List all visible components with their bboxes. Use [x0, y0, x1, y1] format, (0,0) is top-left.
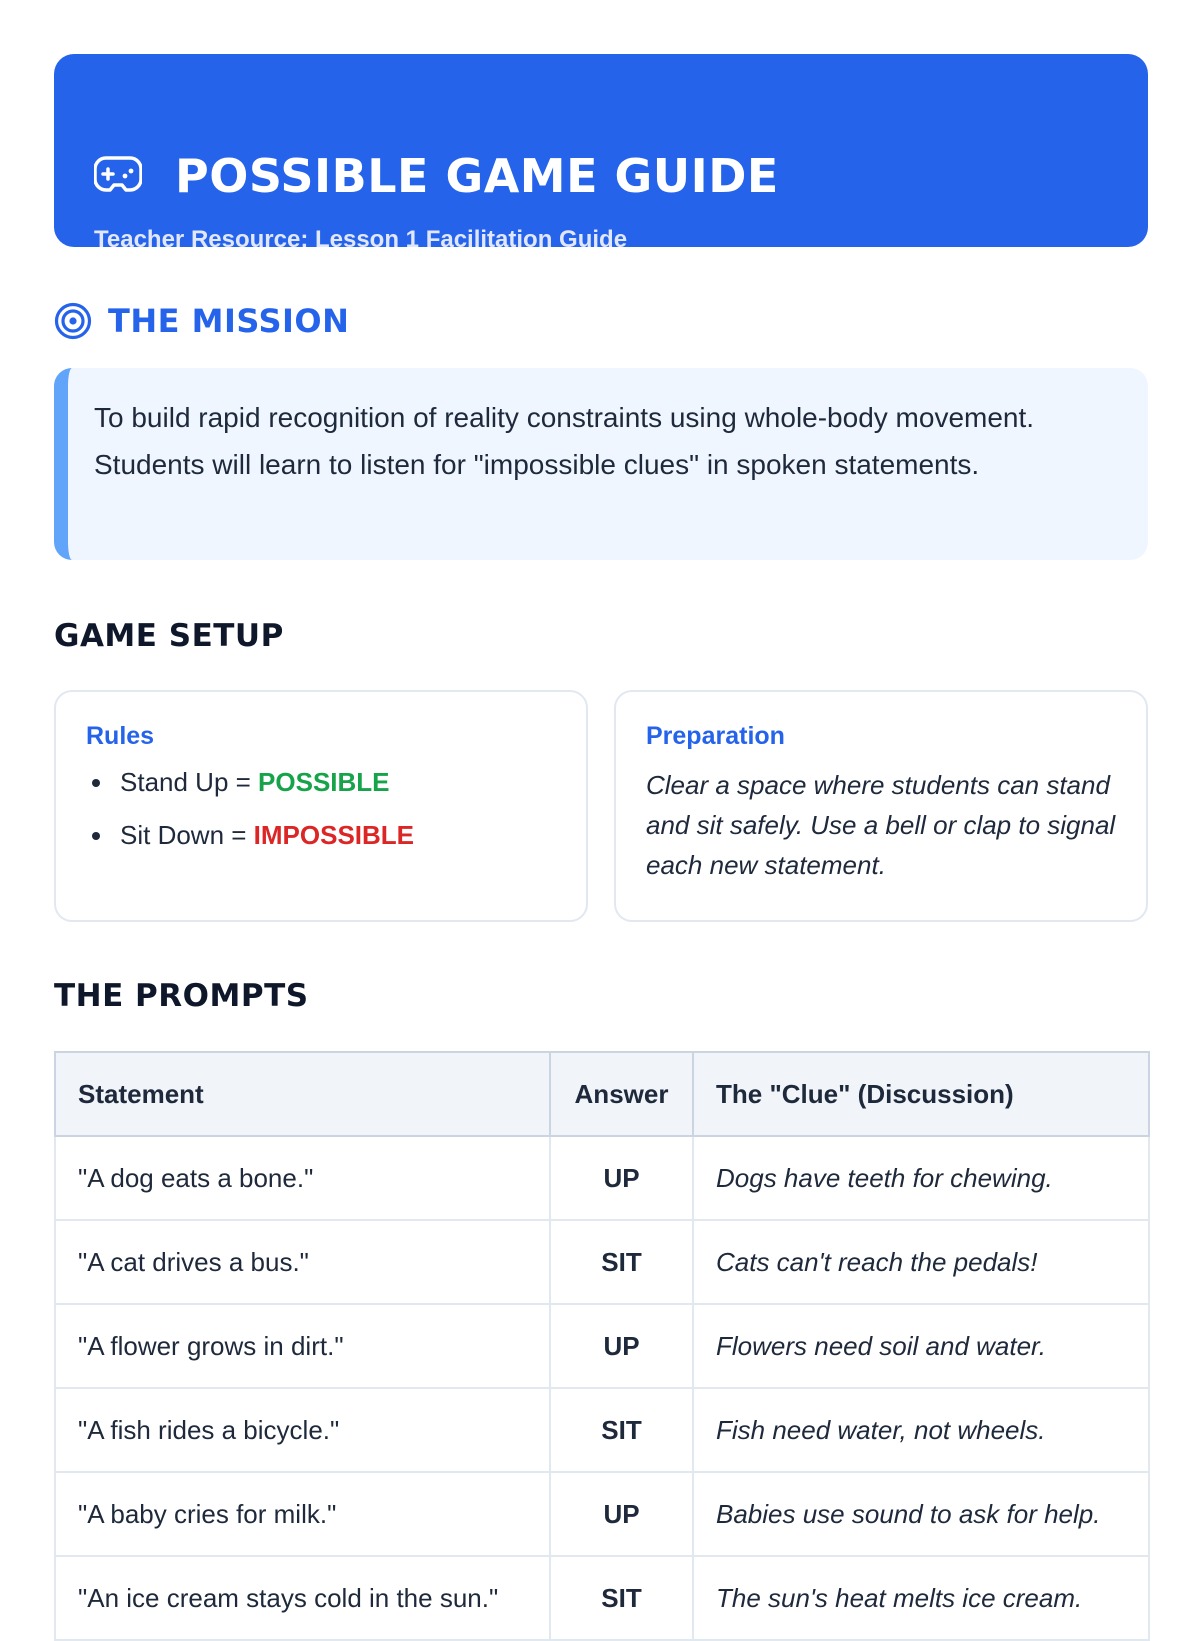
table-row: [55, 1556, 1149, 1640]
rule-prefix: Stand Up =: [120, 767, 259, 797]
statement-cell: "A flower grows in dirt.": [55, 1304, 550, 1388]
rules-list: [86, 765, 558, 852]
table-row: [55, 1220, 1149, 1304]
clue-cell: Babies use sound to ask for help.: [693, 1472, 1149, 1556]
statement-cell: "A fish rides a bicycle.": [55, 1388, 550, 1472]
rules-card: [54, 690, 588, 922]
table-header-row: [55, 1052, 1149, 1136]
table-row: [55, 1472, 1149, 1556]
prompts-table: [54, 1051, 1150, 1641]
mission-text: To build rapid recognition of reality constraints using whole-body movement. Students will learn to listen for "impossible clues" in spoken statements.: [94, 402, 1035, 480]
column-header-answer: Answer: [550, 1052, 693, 1136]
rule-value-possible: POSSIBLE: [258, 767, 390, 797]
preparation-text: Clear a space where students can stand and sit safely. Use a bell or clap to signal each new statement.: [646, 770, 1116, 880]
rules-card-title: Rules: [86, 722, 155, 750]
preparation-card: [614, 690, 1148, 922]
page-title: POSSIBLE GAME GUIDE: [175, 149, 779, 203]
preparation-card-title: Preparation: [646, 722, 785, 750]
column-header-statement: Statement: [55, 1052, 550, 1136]
clue-cell: Flowers need soil and water.: [693, 1304, 1149, 1388]
answer-cell: UP: [550, 1304, 693, 1388]
statement-cell: "A dog eats a bone.": [55, 1136, 550, 1220]
rule-item-impossible: [86, 818, 558, 852]
clue-cell: Cats can't reach the pedals!: [693, 1220, 1149, 1304]
table-row: [55, 1136, 1149, 1220]
mission-heading: [54, 302, 349, 340]
answer-cell: SIT: [550, 1388, 693, 1472]
table-row: [55, 1304, 1149, 1388]
bullet-icon: [92, 779, 100, 787]
statement-cell: "An ice cream stays cold in the sun.": [55, 1556, 550, 1640]
setup-heading: GAME SETUP: [54, 618, 284, 654]
bullet-icon: [92, 832, 100, 840]
prompts-heading: THE PROMPTS: [54, 978, 309, 1014]
statement-cell: "A cat drives a bus.": [55, 1220, 550, 1304]
rule-value-impossible: IMPOSSIBLE: [253, 820, 415, 850]
mission-title: THE MISSION: [108, 302, 350, 340]
clue-cell: Dogs have teeth for chewing.: [693, 1136, 1149, 1220]
mission-callout: [54, 368, 1148, 560]
answer-cell: SIT: [550, 1220, 693, 1304]
rule-prefix: Sit Down =: [120, 820, 254, 850]
rule-item-possible: [86, 765, 558, 799]
table-row: [55, 1388, 1149, 1472]
answer-cell: SIT: [550, 1556, 693, 1640]
page-subtitle: Teacher Resource: Lesson 1 Facilitation Guide: [94, 226, 628, 253]
header-banner: [54, 54, 1148, 253]
answer-cell: UP: [550, 1136, 693, 1220]
column-header-clue: The "Clue" (Discussion): [693, 1052, 1149, 1136]
clue-cell: The sun's heat melts ice cream.: [693, 1556, 1149, 1640]
clue-cell: Fish need water, not wheels.: [693, 1388, 1149, 1472]
gamepad-icon: [94, 154, 142, 194]
target-icon: [54, 302, 92, 340]
answer-cell: UP: [550, 1472, 693, 1556]
statement-cell: "A baby cries for milk.": [55, 1472, 550, 1556]
